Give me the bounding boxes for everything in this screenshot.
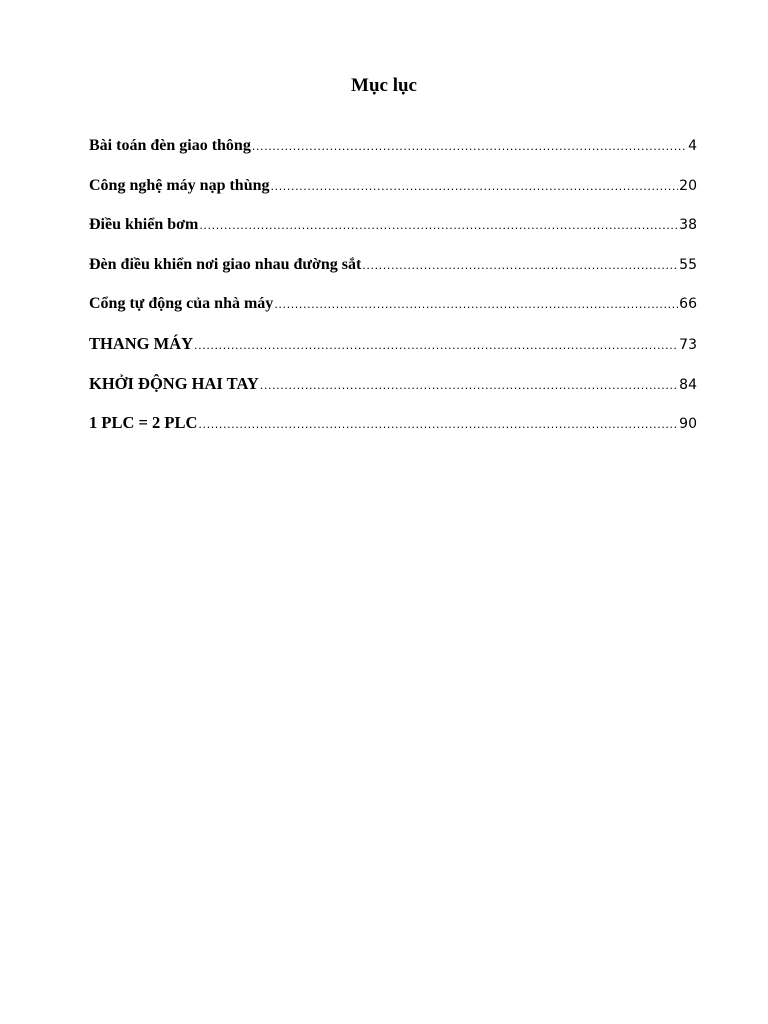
dot-leader bbox=[199, 214, 678, 238]
toc-entry-label: Cổng tự động của nhà máy bbox=[89, 295, 274, 313]
toc-entry[interactable] bbox=[89, 134, 697, 174]
dot-leader bbox=[271, 175, 679, 199]
toc-entry[interactable] bbox=[89, 292, 697, 332]
toc-entry-page-number: 20 bbox=[679, 177, 697, 194]
toc-entry-label: 1 PLC = 2 PLC bbox=[89, 413, 198, 433]
toc-entry-page-number: 90 bbox=[679, 416, 697, 433]
dot-leader bbox=[260, 374, 678, 398]
dot-leader bbox=[274, 293, 678, 317]
toc-entry-page-number: 4 bbox=[688, 138, 697, 154]
toc-entry-label: Bài toán đèn giao thông bbox=[89, 137, 251, 154]
dot-leader bbox=[252, 135, 687, 159]
toc-entry-page-number: 55 bbox=[679, 256, 697, 273]
dot-leader bbox=[198, 413, 678, 437]
toc-entry[interactable] bbox=[89, 174, 697, 214]
toc-entry-page-number: 73 bbox=[679, 336, 697, 353]
toc-entry[interactable] bbox=[89, 213, 697, 253]
toc-entry-label: Điều khiển bơm bbox=[89, 216, 199, 234]
toc-entry[interactable] bbox=[89, 332, 697, 372]
dot-leader bbox=[194, 334, 678, 358]
toc-title: Mục lục bbox=[351, 75, 417, 96]
toc-entry[interactable] bbox=[89, 372, 697, 412]
toc-entry-page-number: 66 bbox=[679, 296, 697, 313]
toc-entry-label: KHỞI ĐỘNG HAI TAY bbox=[89, 373, 259, 393]
toc-entry-page-number: 38 bbox=[679, 217, 697, 234]
toc-entry[interactable] bbox=[89, 411, 697, 451]
dot-leader bbox=[362, 254, 678, 278]
toc-list bbox=[89, 134, 697, 451]
toc-entry-label: THANG MÁY bbox=[89, 333, 194, 353]
toc-entry-label: Đèn điều khiển nơi giao nhau đường sắt bbox=[89, 255, 362, 273]
toc-entry-page-number: 84 bbox=[679, 376, 697, 393]
toc-entry-label: Công nghệ máy nạp thùng bbox=[89, 176, 270, 194]
toc-entry[interactable] bbox=[89, 253, 697, 293]
